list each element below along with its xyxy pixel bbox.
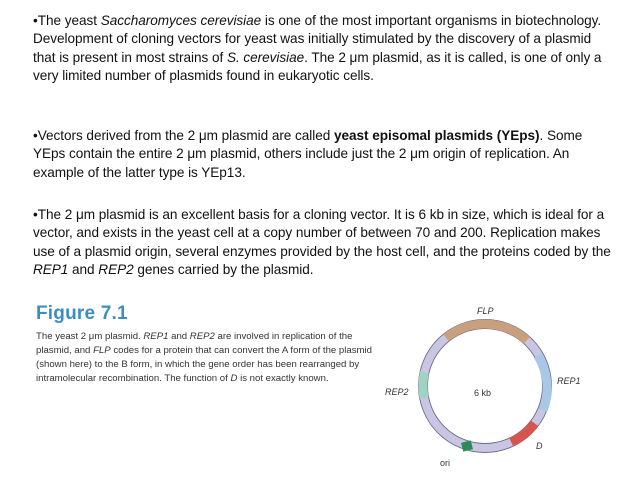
paragraph-2um-plasmid: •The 2 μm plasmid is an excellent basis for a cloning vector. It is 6 kb in size, which is ideal for a vector, and exists in the yeast cell at a copy number of between 70 and 200. Replication makes use of a plasmid origin, several enzymes provided by the host cell, and the proteins coded by the REP1 and REP2 genes carried by the plasmid. — [33, 207, 611, 278]
plasmid-diagram — [380, 300, 600, 470]
rep1-gene-arc — [538, 356, 547, 411]
d-gene-arc — [511, 423, 534, 442]
rep2-gene-arc — [423, 372, 425, 398]
figure-caption: The yeast 2 μm plasmid. REP1 and REP2 are involved in replication of the plasmid, and FLP codes for a protein that can convert the A form of the plasmid (shown here) to the B form, in which the gene order has been rearranged by intramolecular recombination. The function of D is not exactly known. — [36, 331, 372, 384]
plasmid-ring-inner — [428, 329, 543, 444]
paragraph-yeps: •Vectors derived from the 2 μm plasmid are called yeast episomal plasmids (YEps). Some YEps contain the entire 2 μm plasmid, others include just the 2 μm origin of replication. An example of the latter type is YEp13. — [33, 128, 583, 180]
plasmid-map-svg — [380, 300, 600, 470]
plasmid-size-label: 6 kb — [474, 388, 492, 398]
rep1-label: REP1 — [557, 376, 581, 386]
rep2-label: REP2 — [385, 387, 409, 397]
flp-label: FLP — [477, 306, 494, 316]
ori-label: ori — [440, 458, 451, 468]
paragraph-saccharomyces: •The yeast Saccharomyces cerevisiae is one of the most important organisms in biotechnology. Development of cloning vectors for yeast was initially stimulated by the discovery of a plasmid that is present in most strains of S. cerevisiae. The 2 μm plasmid, as it is called, is one of only a very limited number of plasmids found in eukaryotic cells. — [33, 13, 602, 84]
figure-title: Figure 7.1 — [36, 303, 128, 324]
flp-gene-arc — [446, 324, 527, 340]
d-label: D — [536, 441, 543, 451]
